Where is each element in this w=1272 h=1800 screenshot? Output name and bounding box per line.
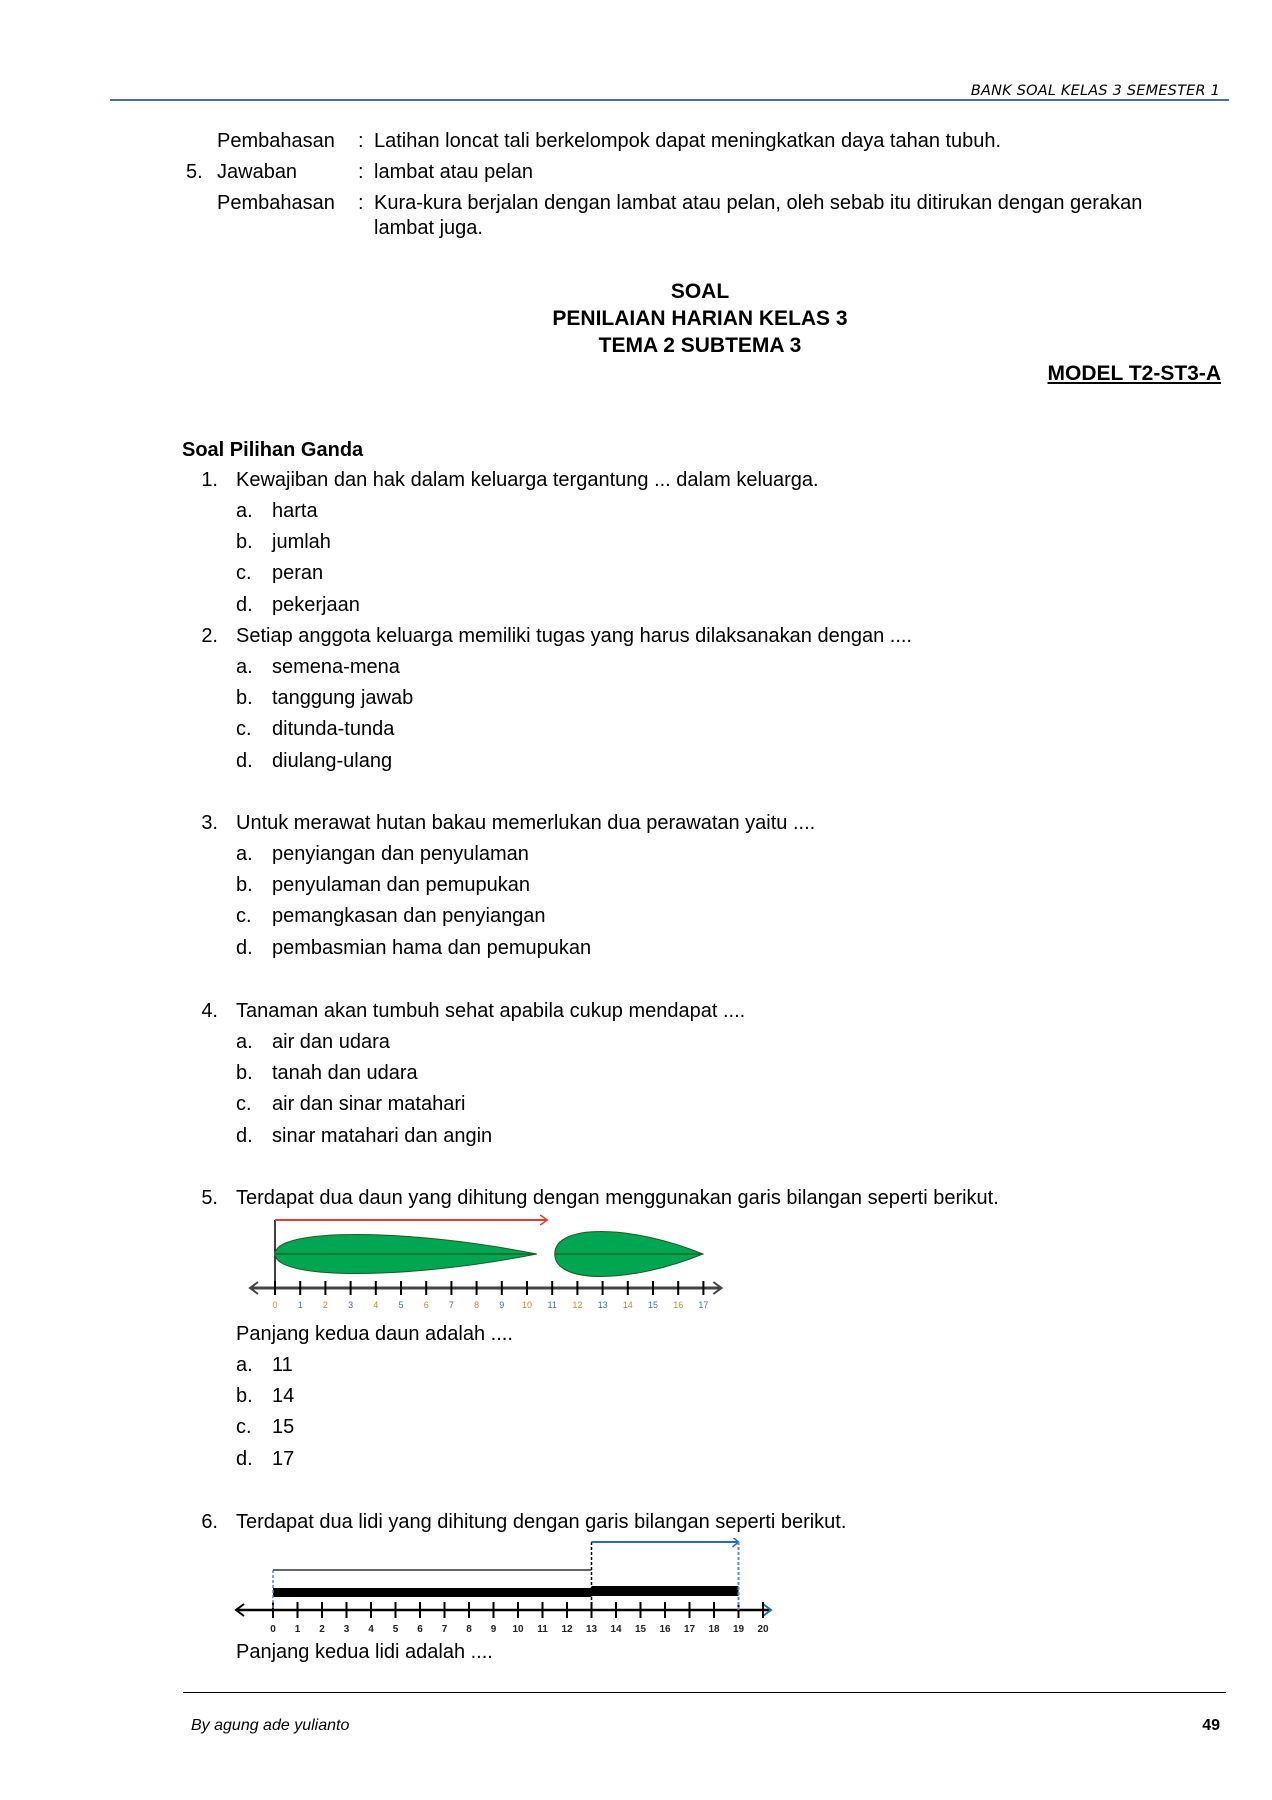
doc-theme: TEMA 2 SUBTEMA 3 (598, 334, 802, 357)
option-text[interactable]: 11 (272, 1354, 293, 1376)
pembahasan-text: Latihan loncat tali berkelompok dapat meningkatkan daya tahan tubuh. (374, 130, 1002, 152)
tick-label: 3 (343, 1624, 350, 1635)
tick-label: 14 (622, 1300, 633, 1310)
tick-label: 2 (322, 1300, 328, 1310)
pembahasan-label: Pembahasan (217, 192, 335, 214)
tick-label: 1 (294, 1624, 301, 1635)
tick-label: 13 (585, 1624, 598, 1635)
option-letter: d. (236, 1447, 253, 1470)
option-text[interactable]: ditunda-tunda (272, 718, 395, 741)
option-text[interactable]: tanah dan udara (272, 1062, 418, 1085)
option-letter: d. (236, 749, 253, 772)
tick-label: 15 (647, 1300, 659, 1310)
running-header: BANK SOAL KELAS 3 SEMESTER 1 (970, 83, 1220, 99)
question-number: 5. (201, 1187, 218, 1209)
option-letter: a. (236, 656, 253, 678)
option-letter: c. (236, 1416, 252, 1439)
option-letter: a. (236, 1031, 253, 1053)
model-code: MODEL T2-ST3-A (1047, 362, 1221, 385)
option-text[interactable]: tanggung jawab (272, 687, 414, 710)
colon: : (358, 192, 364, 214)
option-text[interactable]: penyulaman dan pemupukan (272, 874, 530, 897)
option-letter: c. (236, 1093, 252, 1116)
question-number: 1. (201, 469, 218, 491)
option-text[interactable]: jumlah (272, 531, 331, 554)
tick-label: 5 (392, 1624, 399, 1635)
question-text: Setiap anggota keluarga memiliki tugas yang harus dilaksanakan dengan .... (236, 625, 912, 647)
option-letter: b. (236, 874, 253, 897)
tick-label: 9 (490, 1624, 497, 1635)
tick-label: 17 (698, 1300, 709, 1310)
tick-label: 6 (417, 1624, 423, 1635)
option-letter: c. (236, 905, 252, 928)
question-subtext: Panjang kedua daun adalah .... (236, 1323, 513, 1345)
tick-label: 20 (757, 1624, 769, 1635)
tick-label: 1 (297, 1300, 303, 1310)
tick-label: 11 (537, 1624, 548, 1635)
question-number: 4. (201, 1000, 218, 1022)
option-letter: b. (236, 1062, 253, 1085)
option-text[interactable]: 14 (272, 1385, 295, 1408)
header-divider (110, 99, 1229, 101)
tick-label: 11 (547, 1300, 557, 1310)
number-line-leaves (240, 1208, 740, 1318)
option-text[interactable]: harta (272, 500, 318, 522)
footer-author: By agung ade yulianto (191, 1717, 350, 1734)
section-heading: Soal Pilihan Ganda (182, 439, 364, 461)
option-text[interactable]: diulang-ulang (272, 749, 393, 772)
option-text[interactable]: sinar matahari dan angin (272, 1124, 493, 1147)
colon: : (358, 130, 364, 152)
tick-label: 2 (319, 1624, 325, 1635)
question-text: Kewajiban dan hak dalam keluarga tergantung ... dalam keluarga. (236, 469, 819, 491)
stick-1 (273, 1588, 592, 1597)
tick-label: 16 (673, 1300, 684, 1310)
tick-label: 8 (474, 1300, 480, 1310)
question-subtext: Panjang kedua lidi adalah .... (236, 1641, 493, 1663)
option-text[interactable]: pemangkasan dan penyiangan (272, 905, 546, 928)
option-letter: c. (236, 562, 252, 585)
option-text[interactable]: semena-mena (272, 656, 400, 678)
tick-label: 6 (423, 1300, 429, 1310)
option-text[interactable]: pembasmian hama dan pemupukan (272, 936, 592, 959)
doc-title: SOAL (670, 280, 730, 303)
answer-number: 5. (186, 161, 203, 183)
tick-label: 12 (572, 1300, 583, 1310)
question-text: Terdapat dua daun yang dihitung dengan menggunakan garis bilangan seperti berikut. (236, 1187, 999, 1209)
tick-label: 18 (708, 1624, 720, 1635)
option-text[interactable]: air dan udara (272, 1031, 390, 1053)
tick-label: 0 (270, 1624, 276, 1635)
pembahasan-text-cont: lambat juga. (374, 217, 483, 239)
tick-label: 4 (373, 1300, 379, 1310)
tick-label: 9 (499, 1300, 505, 1310)
option-text[interactable]: 15 (272, 1416, 295, 1439)
tick-label: 17 (683, 1624, 696, 1635)
stick-2 (592, 1586, 739, 1596)
option-text[interactable]: peran (272, 562, 324, 585)
question-text: Tanaman akan tumbuh sehat apabila cukup mendapat .... (236, 1000, 746, 1022)
option-text[interactable]: air dan sinar matahari (272, 1093, 466, 1116)
option-letter: d. (236, 936, 253, 959)
pembahasan-label: Pembahasan (217, 130, 335, 152)
option-letter: a. (236, 1354, 253, 1376)
doc-subtitle: PENILAIAN HARIAN KELAS 3 (552, 307, 848, 330)
jawaban-text: lambat atau pelan (374, 161, 534, 183)
question-number: 6. (201, 1511, 218, 1533)
tick-label: 10 (521, 1300, 533, 1310)
footer-divider (183, 1692, 1226, 1693)
tick-label: 4 (368, 1624, 374, 1635)
tick-label: 12 (561, 1624, 573, 1635)
tick-label: 7 (448, 1300, 454, 1310)
tick-label: 14 (610, 1624, 622, 1635)
tick-label: 3 (348, 1300, 354, 1310)
tick-label: 8 (466, 1624, 472, 1635)
option-letter: b. (236, 687, 253, 710)
option-letter: b. (236, 1385, 253, 1408)
jawaban-label: Jawaban (217, 161, 298, 183)
option-text[interactable]: penyiangan dan penyulaman (272, 843, 529, 865)
colon: : (358, 161, 364, 183)
option-letter: a. (236, 500, 253, 522)
tick-label: 0 (272, 1300, 278, 1310)
question-text: Untuk merawat hutan bakau memerlukan dua perawatan yaitu .... (236, 812, 816, 834)
option-letter: d. (236, 593, 253, 616)
tick-label: 13 (597, 1300, 608, 1310)
tick-label: 7 (441, 1624, 448, 1635)
tick-label: 19 (732, 1624, 745, 1635)
tick-label: 16 (659, 1624, 671, 1635)
option-text[interactable]: pekerjaan (272, 593, 360, 616)
page-number: 49 (1202, 1717, 1220, 1734)
tick-label: 5 (398, 1300, 404, 1310)
option-letter: a. (236, 843, 253, 865)
option-letter: c. (236, 718, 252, 741)
option-letter: d. (236, 1124, 253, 1147)
pembahasan-text: Kura-kura berjalan dengan lambat atau pelan, oleh sebab itu ditirukan dengan gerakan (374, 192, 1143, 214)
question-text: Terdapat dua lidi yang dihitung dengan garis bilangan seperti berikut. (236, 1511, 847, 1533)
option-text[interactable]: 17 (272, 1447, 295, 1470)
question-number: 2. (201, 625, 218, 647)
tick-label: 15 (634, 1624, 647, 1635)
number-line-sticks (230, 1538, 870, 1638)
question-number: 3. (201, 812, 218, 834)
tick-label: 10 (512, 1624, 524, 1635)
option-letter: b. (236, 531, 253, 554)
